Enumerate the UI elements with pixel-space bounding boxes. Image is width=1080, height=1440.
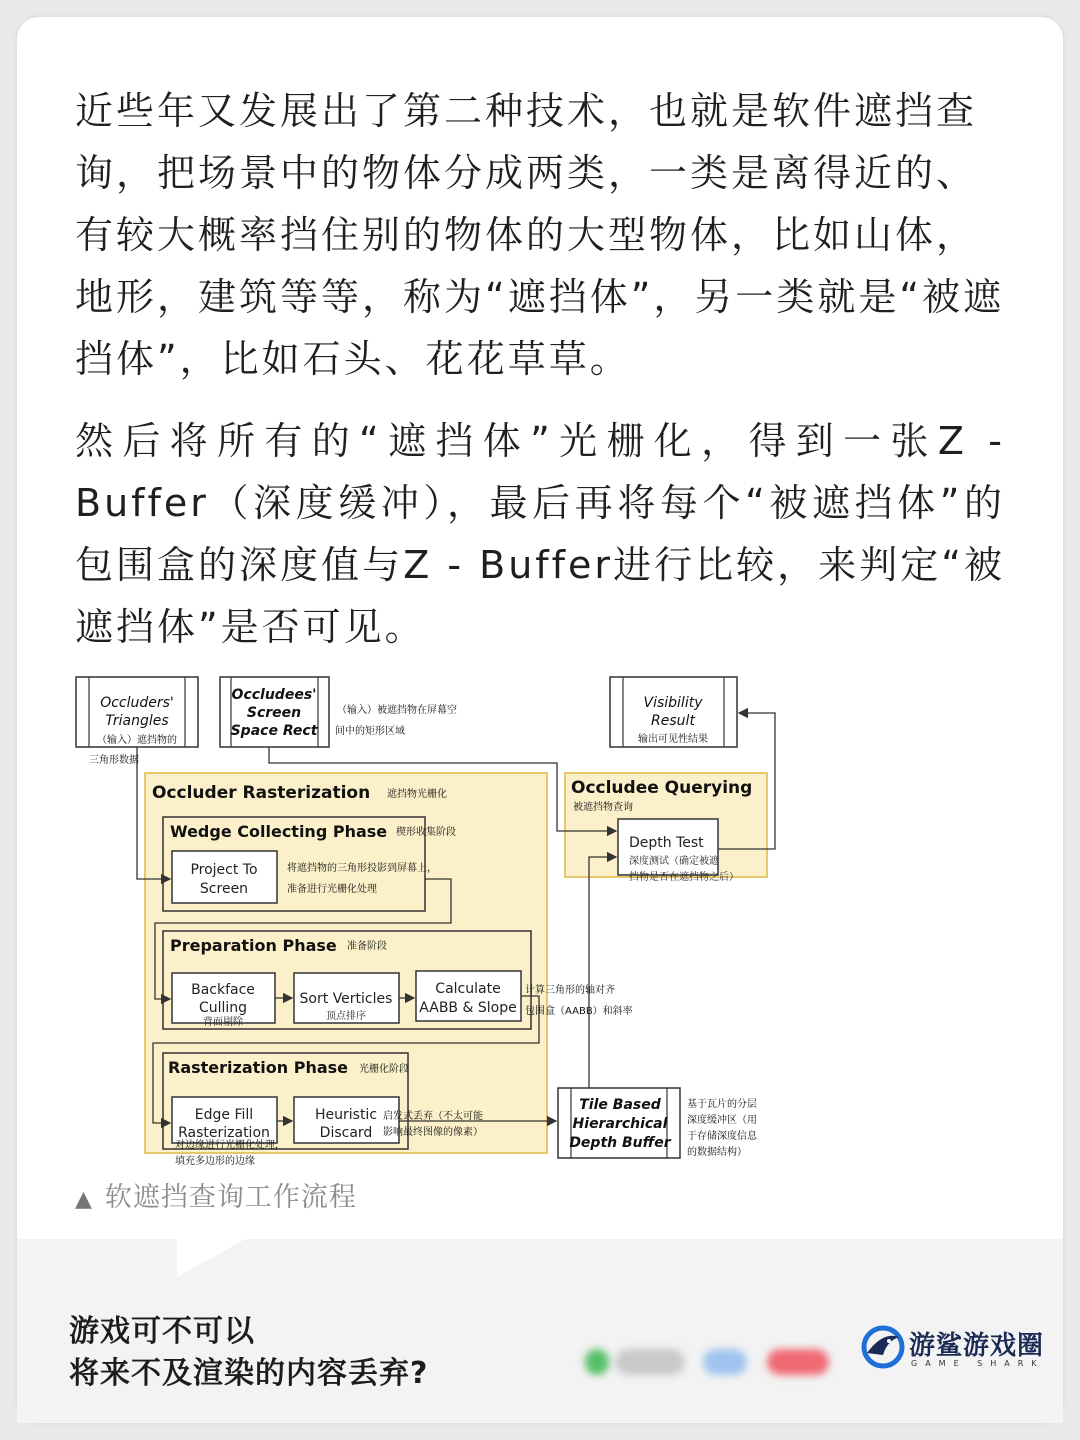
tile-label-3: Depth Buffer	[569, 1135, 671, 1151]
footer-title[interactable]	[69, 1311, 428, 1395]
occludees-label-2: Screen	[246, 705, 302, 721]
visibility-label-3: 输出可见性结果	[638, 734, 708, 745]
workflow-diagram-svg	[75, 659, 776, 1167]
depth-label-3: 挡物是否在遮挡物之后）	[629, 872, 739, 883]
calculate-aabb-box	[416, 971, 521, 1021]
project-to-screen-box	[172, 851, 277, 903]
blurred-wechat-icon	[585, 1349, 609, 1375]
edge-note-2: 填充多边形的边缘	[175, 1156, 255, 1167]
paragraph-1: 近些年又发展出了第二种技术，也就是软件遮挡查询，把场景中的物体分成两类，一类是离得近的、有较大概率挡住别的物体的大型物体，比如山体，地形，建筑等等，称为“遮挡体”，另一类就是“被遮挡体”，比如石头、花花草草。	[75, 89, 1005, 381]
footer-notch	[177, 1237, 249, 1277]
visibility-label-2: Result	[651, 713, 695, 729]
occludees-label-1: Occludees'	[231, 687, 317, 703]
calc-note-2: 包围盒（AABB）和斜率	[525, 1006, 633, 1017]
occluders-label-4: 三角形数据	[89, 755, 139, 766]
occludees-rect-box	[220, 677, 329, 747]
footer-bar	[17, 1239, 1063, 1423]
backface-label-3: 背面剔除	[203, 1017, 243, 1028]
article-card	[17, 17, 1063, 1423]
brand-logo[interactable]	[859, 1323, 1045, 1379]
blurred-red-badge	[767, 1349, 829, 1375]
tile-note-1: 基于瓦片的分层	[687, 1099, 757, 1110]
querying-sub: 被遮挡物查询	[573, 802, 633, 813]
occluders-label-3: （输入）遮挡物的	[97, 735, 177, 746]
backface-label-2: Culling	[198, 1000, 248, 1016]
project-label-2: Screen	[199, 881, 249, 897]
caption-text: 软遮挡查询工作流程	[104, 1182, 357, 1213]
edge-label-2: Rasterization	[178, 1125, 270, 1141]
calc-label-1: Calculate	[435, 981, 501, 997]
occluders-triangles-box	[76, 677, 198, 747]
blurred-zhihu-badge	[703, 1349, 747, 1375]
backface-culling-box	[172, 973, 275, 1028]
figure-caption	[75, 1175, 357, 1214]
footer-title-line-1: 游戏可不可以	[69, 1314, 255, 1349]
raster-sub: 光栅化阶段	[359, 1064, 409, 1075]
raster-title: Rasterization Phase	[168, 1058, 348, 1077]
occluders-label-1: Occluders'	[100, 695, 174, 711]
tile-depth-buffer-box	[558, 1088, 680, 1158]
brand-name: 游鲨游戏圈	[909, 1331, 1045, 1361]
shark-logo-icon	[861, 1325, 905, 1369]
prep-title: Preparation Phase	[170, 936, 337, 955]
edge-note-1: 对边缘进行光栅化处理，	[175, 1140, 285, 1151]
heur-note-2: 影响最终图像的像素）	[383, 1127, 483, 1138]
wedge-sub: 楔形收集阶段	[396, 827, 456, 838]
project-note-2: 准备进行光栅化处理	[287, 884, 377, 895]
depth-label-1: Depth Test	[629, 835, 704, 851]
backface-label-1: Backface	[191, 982, 255, 998]
querying-title: Occludee Querying	[571, 778, 753, 798]
occludees-note-2: 间中的矩形区域	[335, 726, 405, 737]
triangle-up-icon: ▲	[75, 1187, 93, 1212]
edge-label-1: Edge Fill	[194, 1107, 254, 1123]
visibility-result-box	[610, 677, 737, 747]
brand-subtitle: GAME SHARK	[911, 1359, 1045, 1368]
sort-label-1: Sort Verticles	[299, 991, 393, 1007]
heur-note-1: 启发式丢弃（不太可能	[383, 1111, 483, 1122]
heur-label-2: Discard	[319, 1125, 373, 1141]
sort-label-2: 顶点排序	[326, 1011, 366, 1022]
tile-label-1: Tile Based	[579, 1097, 661, 1113]
project-label-1: Project To	[190, 862, 258, 878]
prep-sub: 准备阶段	[347, 941, 387, 952]
occluder-raster-sub: 遮挡物光栅化	[387, 789, 447, 800]
tile-note-2: 深度缓冲区（用	[687, 1115, 757, 1126]
occludees-label-3: Space Rect	[230, 723, 318, 739]
footer-title-line-2: 将来不及渲染的内容丢弃?	[69, 1356, 429, 1391]
occludees-note-1: （输入）被遮挡物在屏幕空	[337, 705, 457, 716]
calc-label-2: AABB & Slope	[419, 1000, 517, 1016]
depth-label-2: 深度测试（确定被遮	[629, 856, 719, 867]
workflow-diagram	[75, 659, 776, 1167]
heur-label-1: Heuristic	[314, 1107, 378, 1123]
sort-verticles-box	[294, 973, 399, 1023]
wedge-title: Wedge Collecting Phase	[170, 822, 388, 841]
project-note-1: 将遮挡物的三角形投影到屏幕上，	[287, 863, 437, 874]
tile-note-4: 的数据结构）	[687, 1147, 747, 1158]
tile-note-3: 于存储深度信息	[687, 1131, 757, 1142]
occluder-raster-title: Occluder Rasterization	[152, 783, 371, 803]
paragraph-2: 然后将所有的“遮挡体”光栅化，得到一张Z - Buffer（深度缓冲），最后再将每个“被遮挡体”的包围盒的深度值与Z - Buffer进行比较，来判定“被遮挡体”是否可见。	[75, 419, 1005, 649]
blurred-label	[615, 1349, 685, 1375]
tile-label-2: Hierarchical	[572, 1116, 668, 1132]
calc-note-1: 计算三角形的轴对齐	[525, 985, 615, 996]
visibility-label-1: Visibility	[643, 695, 703, 711]
occluders-label-2: Triangles	[105, 713, 169, 729]
edge-fill-box	[172, 1097, 277, 1143]
arrow-tile-to-depth	[589, 857, 616, 1088]
